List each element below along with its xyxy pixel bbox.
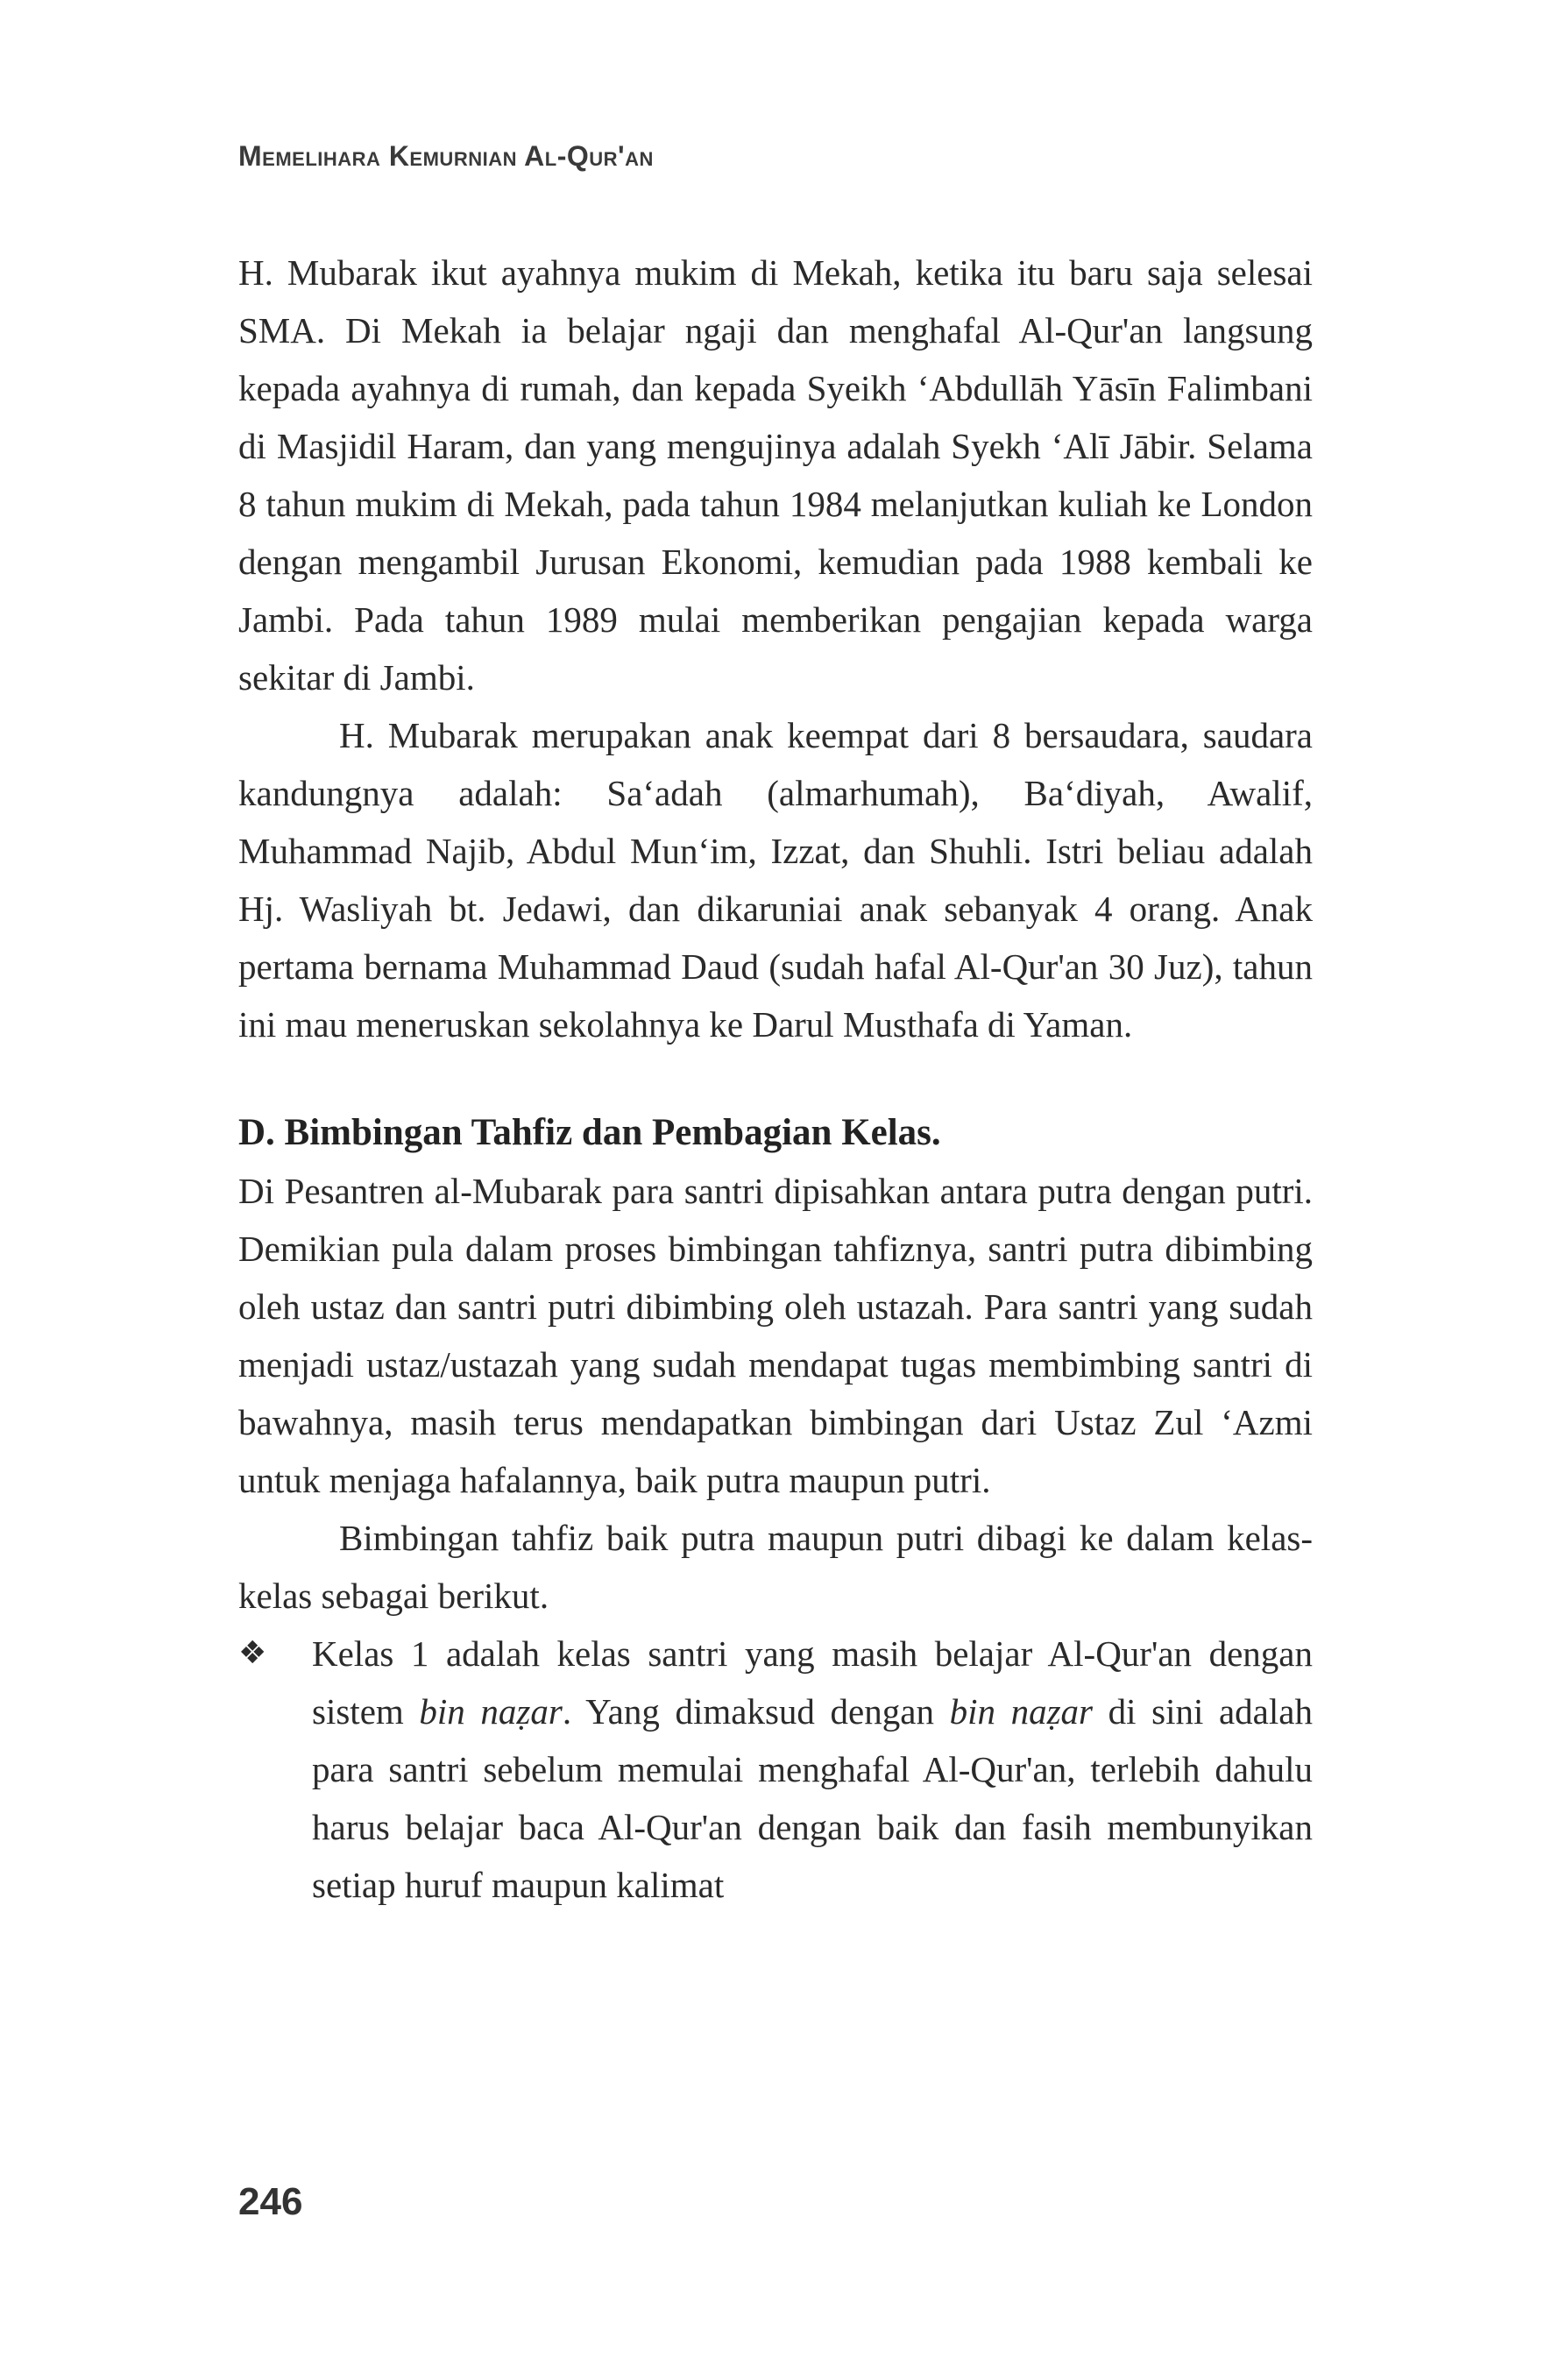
list-text-part: di sini adalah para santri sebelum memulai menghafal Al-Qur'an, terlebih dahulu harus belajar baca Al-Qur'an dengan baik dan fasih membunyikan setiap huruf maupun kalimat xyxy=(312,1691,1313,1905)
italic-term: bin naẓar xyxy=(419,1691,563,1732)
list-item xyxy=(238,1625,1313,1914)
list-text-part: . Yang dimaksud dengan xyxy=(562,1691,950,1732)
italic-term: bin naẓar xyxy=(949,1691,1093,1732)
running-head-title: Memelihara Kemurnian Al-Qur'an xyxy=(238,140,654,172)
paragraph-4: Bimbingan tahfiz baik putra maupun putri dibagi ke dalam kelas-kelas sebagai berikut. xyxy=(238,1518,1313,1616)
list-text-part: Kelas 1 adalah kelas santri yang masih belajar Al-Qur'an dengan sistem xyxy=(312,1633,1313,1732)
page-number: 246 xyxy=(238,2180,303,2223)
paragraph-2: H. Mubarak merupakan anak keempat dari 8 bersaudara, saudara kandungnya adalah: Sa‘adah (almarhumah), Ba‘diyah, Awalif, Muhammad Najib, Abdul Mun‘im, Izzat, dan Shuhli. Istri beliau adalah Hj. Wasliyah bt. Jedawi, dan dikaruniai anak sebanyak 4 orang. Anak pertama bernama Muhammad Daud (sudah hafal Al-Qur'an 30 Juz), tahun ini mau meneruskan sekolahnya ke Darul Musthafa di Yaman. xyxy=(238,715,1313,1045)
paragraph-3: Di Pesantren al-Mubarak para santri dipisahkan antara putra dengan putri. Demikian pula dalam proses bimbingan tahfiznya, santri putra dibimbing oleh ustaz dan santri putri dibimbing oleh ustazah. Para santri yang sudah menjadi ustaz/ustazah yang sudah mendapat tugas membimbing santri di bawahnya, masih terus mendapatkan bimbingan dari Ustaz Zul ‘Azmi untuk menjaga hafalannya, baik putra maupun putri. xyxy=(238,1171,1313,1500)
section-heading: D. Bimbingan Tahfiz dan Pembagian Kelas. xyxy=(238,1112,941,1153)
page-content xyxy=(238,244,1313,1914)
list-item-text xyxy=(312,1625,1313,1914)
diamond-bullet-icon: ❖ xyxy=(238,1635,267,1671)
paragraph-1: H. Mubarak ikut ayahnya mukim di Mekah, ketika itu baru saja selesai SMA. Di Mekah ia belajar ngaji dan menghafal Al-Qur'an langsung kepada ayahnya di rumah, dan kepada Syeikh ‘Abdullāh Yāsīn Falimbani di Masjidil Haram, dan yang mengujinya adalah Syekh ‘Alī Jābir. Selama 8 tahun mukim di Mekah, pada tahun 1984 melanjutkan kuliah ke London dengan mengambil Jurusan Ekonomi, kemudian pada 1988 kembali ke Jambi. Pada tahun 1989 mulai memberikan pengajian kepada warga sekitar di Jambi. xyxy=(238,252,1313,698)
